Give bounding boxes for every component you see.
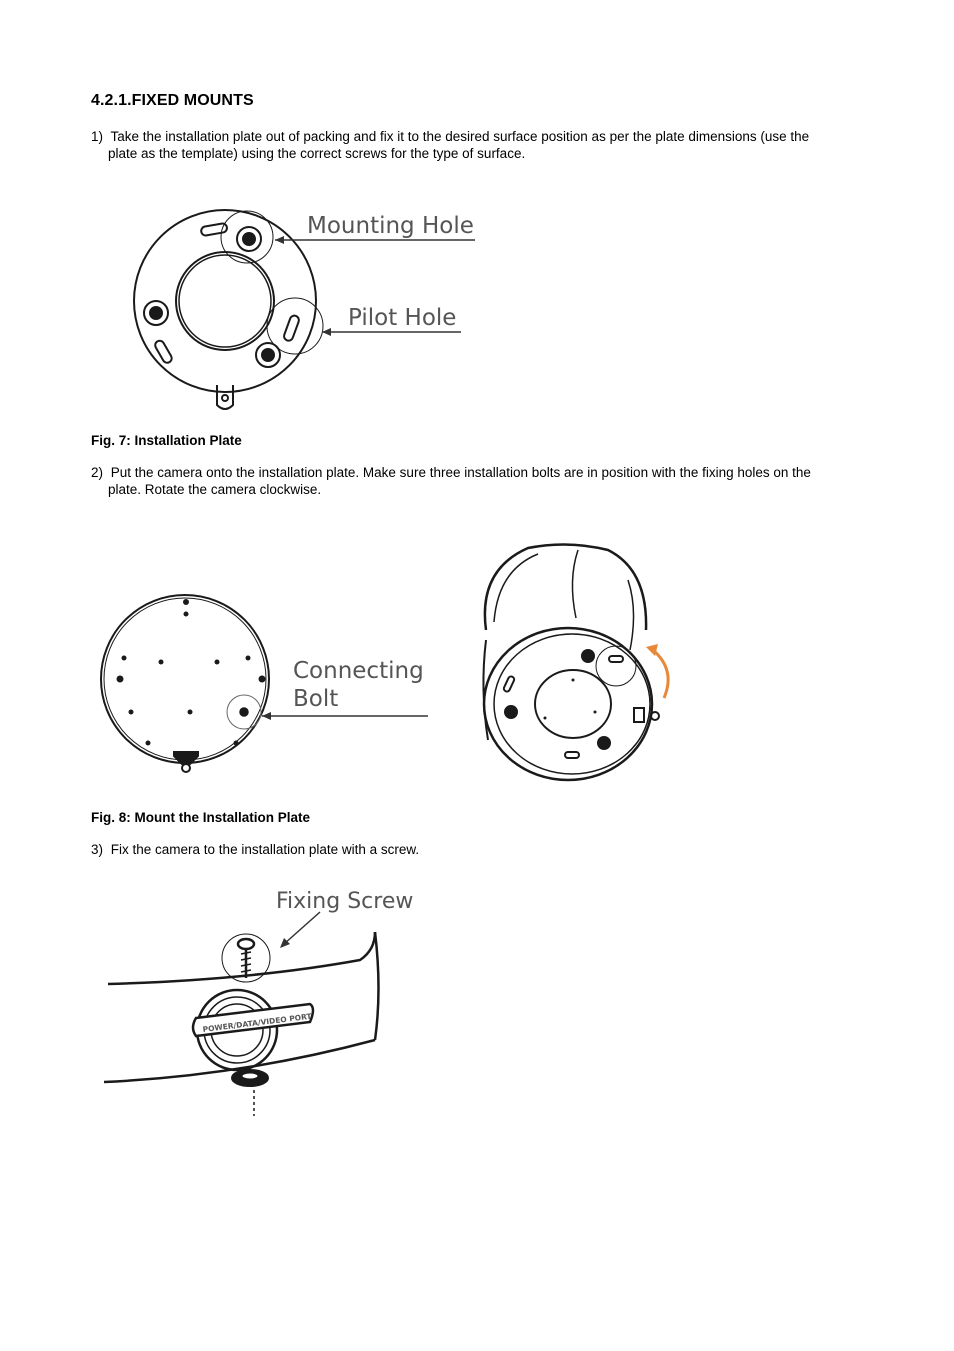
- step-2-number: 2): [91, 465, 104, 480]
- step-3-text-line1: Fix the camera to the installation plate with a screw.: [110, 842, 420, 857]
- step-3-number: 3): [91, 842, 104, 857]
- plate-tab: [217, 385, 233, 409]
- fixing-screw-pointer: [284, 912, 320, 944]
- pilot-hole-icon: [154, 223, 301, 365]
- step-3: [91, 842, 861, 859]
- connecting-label: Connecting: [293, 658, 424, 684]
- step-1-text-line1: Take the installation plate out of packing and fix it to the desired surface position as per the plate dimensions (use the: [110, 129, 810, 144]
- mounting-hole-label: Mounting Hole: [307, 213, 474, 239]
- fixing-screw-label: Fixing Screw: [276, 889, 414, 914]
- figure-fixing-screw: [100, 880, 430, 1120]
- camera-body: [483, 544, 652, 780]
- figure-7-caption: Fig. 7: Installation Plate: [91, 433, 242, 448]
- figure-8-caption: Fig. 8: Mount the Installation Plate: [91, 810, 311, 825]
- step-2-text-line2: plate. Rotate the camera clockwise.: [108, 481, 322, 497]
- plate-outer-ring: [134, 210, 316, 392]
- step-1: [91, 129, 861, 162]
- bottom-screw-icon: [232, 1070, 268, 1116]
- step-2-text-line1: Put the camera onto the installation plate. Make sure three installation bolts are in position with the fixing holes on the: [110, 465, 811, 480]
- camera-base-right-edge: [375, 932, 379, 1040]
- step-2: [91, 465, 861, 498]
- rotate-clockwise-arrow-icon: [653, 650, 668, 698]
- plate-holes-icon: [117, 599, 266, 746]
- section-heading: 4.2.1.FIXED MOUNTS: [91, 92, 254, 109]
- plate-center-hole: [176, 252, 274, 350]
- base-plate: [101, 595, 269, 763]
- step-1-number: 1): [91, 129, 104, 144]
- bolt-label: Bolt: [293, 686, 339, 712]
- pilot-hole-label: Pilot Hole: [348, 305, 457, 331]
- figure-8-mount-installation-plate: [98, 540, 698, 785]
- connecting-bolt-icon: [227, 695, 261, 729]
- figure-7-installation-plate: [125, 195, 495, 420]
- port-label: POWER/DATA/VIDEO PORT: [202, 1011, 313, 1034]
- step-1-text-line2: plate as the template) using the correct screws for the type of surface.: [108, 145, 526, 161]
- fixing-screw-icon: [238, 939, 254, 978]
